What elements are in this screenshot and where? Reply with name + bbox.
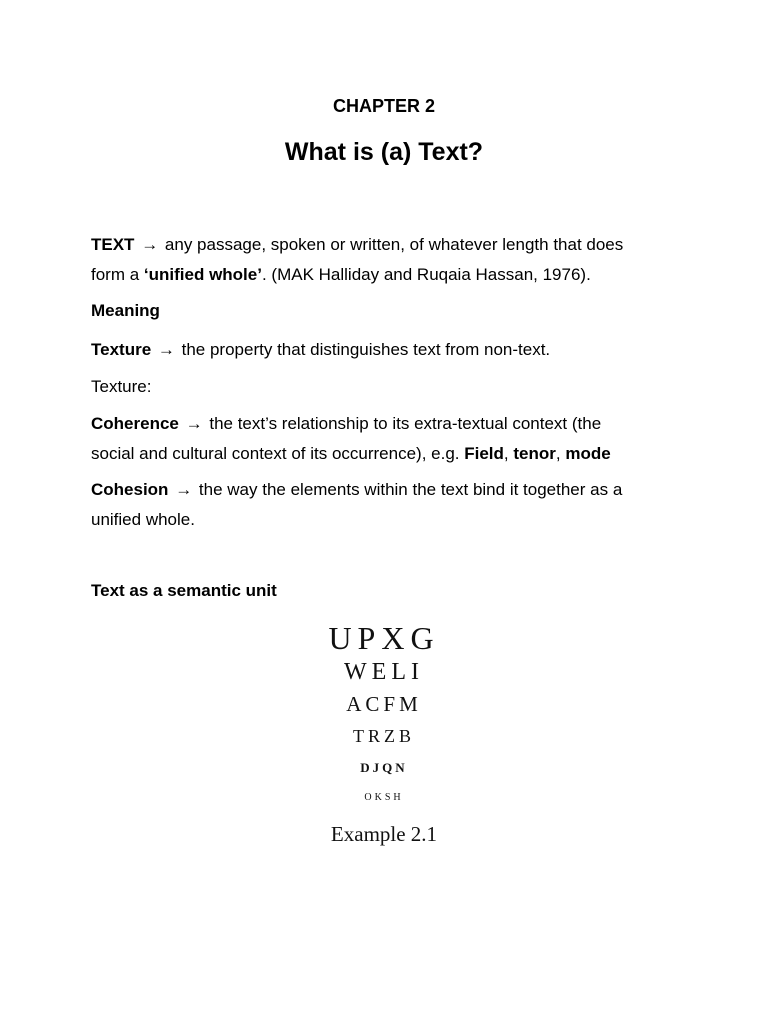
texture-definition-text: the property that distinguishes text from non-text.: [181, 340, 551, 359]
coherence-definition-line1: the text’s relationship to its extra-textual context (the: [209, 414, 602, 433]
cohesion-definition-line2: unified whole.: [91, 510, 195, 529]
text-definition-line1: any passage, spoken or written, of whatever length that does: [164, 235, 624, 254]
cohesion-definition: [91, 475, 681, 535]
arrow-icon: →: [175, 480, 193, 499]
figure-caption: Example 2.1: [330, 822, 438, 846]
arrow-icon: →: [157, 340, 175, 359]
text-definition: [91, 230, 681, 290]
term-cohesion: Cohesion: [91, 480, 169, 499]
coherence-definition: [91, 409, 681, 469]
text-definition-citation: . (MAK Halliday and Ruqaia Hassan, 1976).: [261, 265, 591, 284]
letter-chart-figure: [0, 620, 768, 847]
term-coherence: Coherence: [91, 414, 179, 433]
arrow-icon: →: [141, 235, 159, 254]
page-title: What is (a) Text?: [284, 138, 484, 166]
cohesion-definition-line1: the way the elements within the text bind it together as a: [198, 480, 623, 499]
term-field: Field: [464, 444, 504, 463]
section-heading-text: Text as a semantic unit: [91, 581, 277, 600]
chapter-label: CHAPTER 2: [332, 96, 435, 116]
separator-comma: ,: [503, 444, 514, 463]
coherence-definition-line2: social and cultural context of its occurrence), e.g.: [91, 444, 465, 463]
term-text: TEXT: [91, 235, 135, 254]
unified-whole-term: ‘unified whole’: [143, 265, 262, 284]
meaning-label: Meaning: [91, 301, 160, 320]
letter-row: OKSH: [364, 792, 404, 803]
meaning-heading: [91, 296, 681, 326]
letter-row: ACFM: [346, 692, 422, 716]
text-definition-line2-prefix: form a: [91, 265, 144, 284]
letter-row: WELI: [344, 659, 424, 685]
letter-row: TRZB: [352, 726, 415, 746]
term-tenor: tenor: [513, 444, 556, 463]
texture-definition: [91, 335, 681, 365]
term-mode: mode: [565, 444, 611, 463]
letter-row: UPXG: [328, 620, 440, 656]
section-heading: [91, 576, 681, 606]
texture-label: Texture:: [91, 377, 152, 396]
arrow-icon: →: [185, 414, 203, 433]
letter-row: DJQN: [360, 760, 408, 775]
separator-comma: ,: [555, 444, 566, 463]
term-texture: Texture: [91, 340, 152, 359]
